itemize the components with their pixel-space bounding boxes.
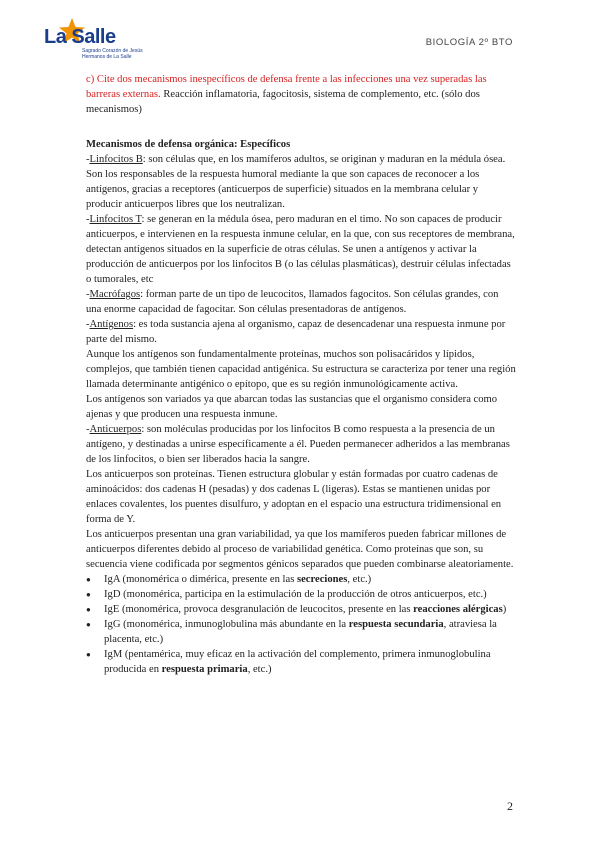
- list-item: ● IgG (monomérica, inmunoglobulina más abundante en la respuesta secundaria, atraviesa la placenta, etc.): [86, 617, 516, 647]
- la-salle-logo: [44, 18, 164, 60]
- question-answer: Reacción inflamatoria, fagocitosis, sistema de complemento, etc. (sólo dos mecanismos): [86, 89, 480, 115]
- question-text: c) Cite dos mecanismos inespecíficos de defensa frente a las infecciones una vez superadas las barreras externas.: [86, 74, 487, 100]
- term-antigenos: Antígenos: [89, 319, 134, 330]
- subject-label: BIOLOGÍA 2º BTO: [425, 37, 513, 48]
- linfocitos-t-paragraph: -Linfocitos T: se generan en la médula ósea, pero maduran en el timo. No son capaces de producir anticuerpos, e intervienen en la respuesta inmune celular, en la que, con sus receptores de membrana, detectan antígenos situados en la superficie de otras células. Se unen a antígenos y activar la producción de anticuerpos por los linfocitos B (o las células plasmáticas), destruir células infectadas o tumorales, etc: [86, 214, 515, 285]
- question-paragraph: [86, 72, 516, 117]
- anticuerpos-paragraph-2: Los anticuerpos son proteínas. Tienen estructura globular y están formadas por cuatro cadenas de aminoácidos: dos cadenas H (pesadas) y dos cadenas L (ligeras). Estas se mantienen unidas por enlaces covalentes, los puentes disulfuro, y adoptan en el espacio una estructura tridimensional en forma de Y.: [86, 469, 502, 525]
- list-item: ● IgM (pentamérica, muy eficaz en la activación del complemento, primera inmunoglobulina producida en respuesta primaria, etc.): [86, 647, 516, 677]
- immunoglobulin-list: [86, 572, 516, 677]
- list-item: ● IgA (monomérica o dimérica, presente en las secreciones, etc.): [86, 572, 516, 587]
- antigenos-paragraph-3: Los antígenos son variados ya que abarcan todas las sustancias que el organismo considera como ajenas y que producen una respuesta inmune.: [86, 394, 498, 420]
- antigenos-paragraph-2: Aunque los antígenos son fundamentalmente proteínas, muchos son polisacáridos y lípidos, complejos, que también tienen capacidad antigénica. Su estructura se caracteriza por tener una región llamada determinante antigénico o epítopo, que es su región inmunológicamente activa.: [86, 349, 516, 390]
- page-number: 2: [507, 799, 513, 813]
- term-linfocitos-t: Linfocitos T: [89, 214, 142, 225]
- anticuerpos-paragraph-3: Los anticuerpos presentan una gran variabilidad, ya que los mamíferos pueden fabricar millones de anticuerpos diferentes debido al proceso de variabilidad genética. Como proteínas que son, su secuencia viene codificada por segmentos génicos separados que pueden combinarse aleatoriamente.: [86, 529, 514, 570]
- list-item: ● IgD (monomérica, participa en la estimulación de la producción de otros anticuerpos, etc.): [86, 587, 516, 602]
- document-body: [86, 72, 516, 677]
- term-linfocitos-b: Linfocitos B: [89, 154, 143, 165]
- list-item: ● IgE (monomérica, provoca desgranulación de leucocitos, presente en las reacciones alérgicas): [86, 602, 516, 617]
- antigenos-paragraph: -Antígenos: es toda sustancia ajena al organismo, capaz de desencadenar una respuesta inmune por parte del mismo.: [86, 319, 506, 345]
- anticuerpos-paragraph: -Anticuerpos: son moléculas producidas por los linfocitos B como respuesta a la presencia de un antígeno, y destinadas a unirse específicamente a él. Pueden permanecer adheridos a las membranas de los linfocitos, o bien ser liberados hacia la sangre.: [86, 424, 510, 465]
- linfocitos-b-paragraph: -Linfocitos B: son células que, en los mamíferos adultos, se originan y maduran en la médula ósea. Son los responsables de la respuesta humoral mediante la que son capaces de reconocer a los antígenos, gracias a receptores (anticuerpos de superficie) situados en la membrana celular y producir anticuerpos libres que los neutralizan.: [86, 154, 506, 210]
- page-header: [0, 0, 600, 60]
- term-macrofagos: Macrófagos: [89, 289, 141, 300]
- section-heading: Mecanismos de defensa orgánica: Específicos: [86, 139, 291, 150]
- macrofagos-paragraph: -Macrófagos: forman parte de un tipo de leucocitos, llamados fagocitos. Son células grandes, con una enorme capacidad de fagocitar. Son células presentadoras de antígenos.: [86, 289, 499, 315]
- term-anticuerpos: Anticuerpos: [89, 424, 142, 435]
- logo-text: La Salle: [44, 26, 116, 48]
- logo-subtitle: Sagrado Corazón de Jesús Hermanos de La Salle: [82, 48, 143, 60]
